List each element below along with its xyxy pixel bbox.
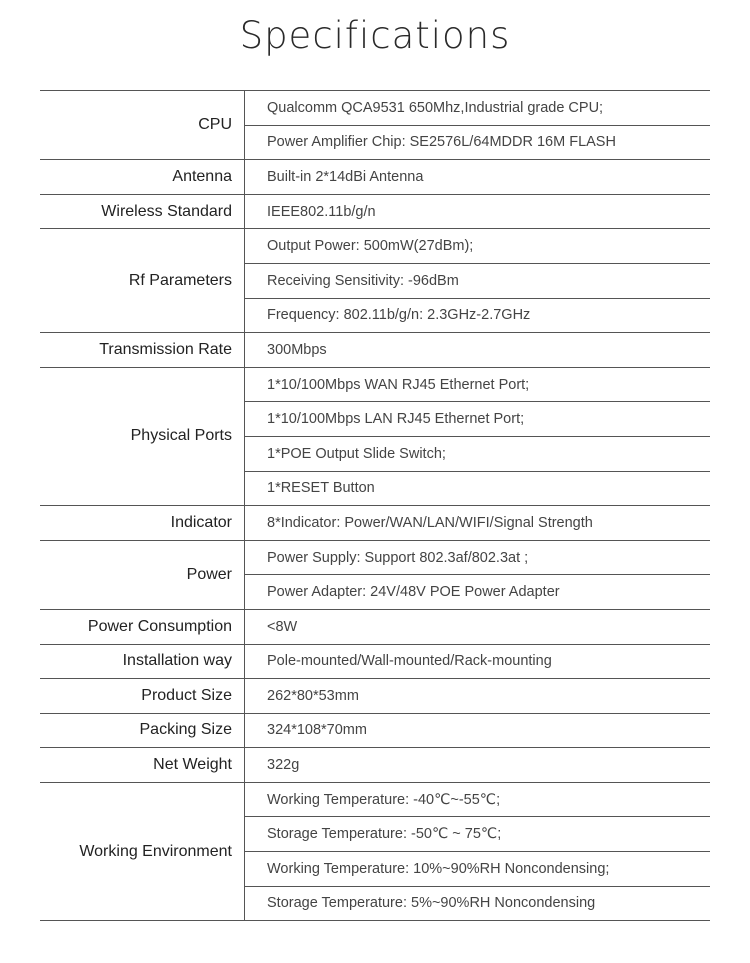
spec-value: 324*108*70mm: [245, 713, 711, 748]
spec-value: 262*80*53mm: [245, 679, 711, 714]
spec-value: 1*RESET Button: [245, 471, 711, 506]
spec-row: [40, 644, 710, 679]
spec-value: 8*Indicator: Power/WAN/LAN/WIFI/Signal Strength: [245, 506, 711, 541]
spec-value: Receiving Sensitivity: -96dBm: [245, 263, 711, 298]
spec-value: Built-in 2*14dBi Antenna: [245, 160, 711, 195]
spec-row: [40, 540, 710, 575]
spec-label: Packing Size: [40, 713, 245, 748]
spec-value: Power Supply: Support 802.3af/802.3at ;: [245, 540, 711, 575]
spec-value: <8W: [245, 609, 711, 644]
spec-row: [40, 194, 710, 229]
spec-value: Frequency: 802.11b/g/n: 2.3GHz-2.7GHz: [245, 298, 711, 333]
spec-row: [40, 679, 710, 714]
spec-label: Installation way: [40, 644, 245, 679]
spec-label: CPU: [40, 91, 245, 160]
spec-value: 1*10/100Mbps WAN RJ45 Ethernet Port;: [245, 367, 711, 402]
spec-label: Product Size: [40, 679, 245, 714]
spec-value: Qualcomm QCA9531 650Mhz,Industrial grade CPU;: [245, 91, 711, 126]
spec-label: Physical Ports: [40, 367, 245, 505]
spec-label: Wireless Standard: [40, 194, 245, 229]
spec-label: Power: [40, 540, 245, 609]
spec-row: [40, 782, 710, 817]
spec-row: [40, 160, 710, 195]
spec-row: [40, 229, 710, 264]
spec-value: 322g: [245, 748, 711, 783]
spec-value: Storage Temperature: -50℃ ~ 75℃;: [245, 817, 711, 852]
spec-value: Power Amplifier Chip: SE2576L/64MDDR 16M FLASH: [245, 125, 711, 160]
spec-label: Net Weight: [40, 748, 245, 783]
spec-table-body: [40, 91, 710, 921]
spec-value: Pole-mounted/Wall-mounted/Rack-mounting: [245, 644, 711, 679]
spec-label: Working Environment: [40, 782, 245, 920]
spec-row: [40, 506, 710, 541]
spec-label: Transmission Rate: [40, 333, 245, 368]
spec-label: Power Consumption: [40, 609, 245, 644]
spec-row: [40, 91, 710, 126]
spec-value: Power Adapter: 24V/48V POE Power Adapter: [245, 575, 711, 610]
spec-value: Output Power: 500mW(27dBm);: [245, 229, 711, 264]
spec-value: 1*POE Output Slide Switch;: [245, 436, 711, 471]
spec-value: 300Mbps: [245, 333, 711, 368]
page-title: Specifications: [239, 14, 511, 57]
spec-row: [40, 367, 710, 402]
spec-value: Working Temperature: -40℃~-55℃;: [245, 782, 711, 817]
spec-label: Antenna: [40, 160, 245, 195]
spec-table: [40, 90, 710, 921]
spec-label: Rf Parameters: [40, 229, 245, 333]
spec-value: Storage Temperature: 5%~90%RH Noncondensing: [245, 886, 711, 921]
spec-row: [40, 713, 710, 748]
spec-value: IEEE802.11b/g/n: [245, 194, 711, 229]
spec-label: Indicator: [40, 506, 245, 541]
spec-row: [40, 609, 710, 644]
spec-value: Working Temperature: 10%~90%RH Noncondensing;: [245, 852, 711, 887]
spec-row: [40, 333, 710, 368]
spec-row: [40, 748, 710, 783]
spec-value: 1*10/100Mbps LAN RJ45 Ethernet Port;: [245, 402, 711, 437]
